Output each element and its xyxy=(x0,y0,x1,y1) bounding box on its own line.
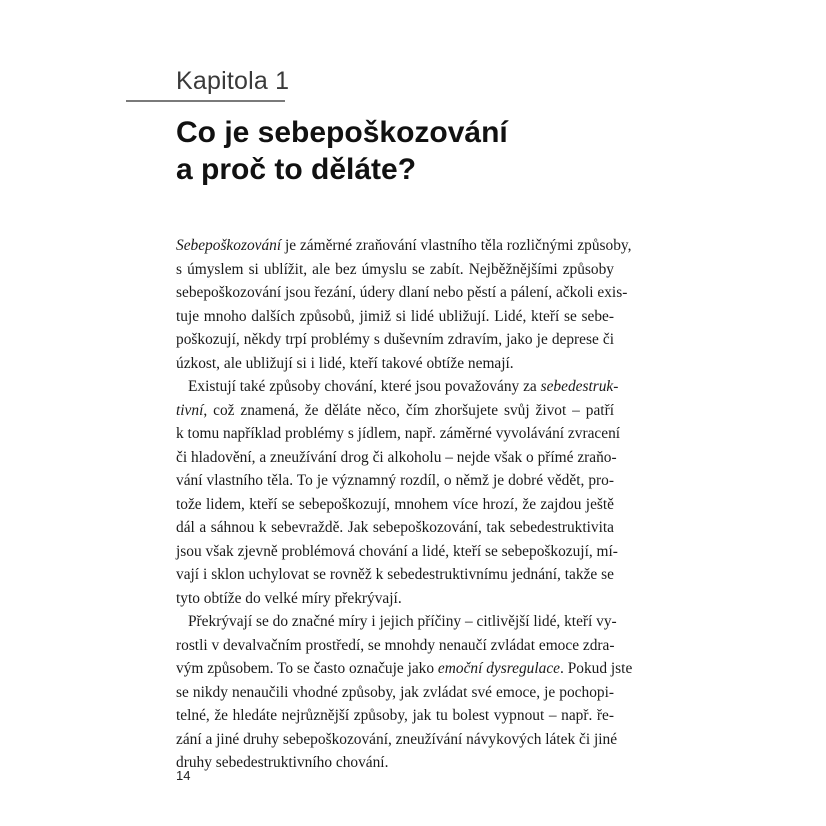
paragraph xyxy=(176,234,632,375)
text-run: dál a sáhnou k sebevraždě. Jak sebepoškozování, tak sebedestruktivita xyxy=(176,519,614,536)
text-run: či hladovění, a zneužívání drog či alkoholu – nejde však o přímé zraňo- xyxy=(176,448,617,466)
text-run: vají i sklon uchylovat se rovněž k sebedestruktivnímu jednání, takže se xyxy=(176,566,614,583)
text-line xyxy=(176,281,628,305)
text-line xyxy=(176,493,614,517)
text-run: telné, že hledáte nejrůznější způsoby, jak tu bolest vypnout – např. ře- xyxy=(176,707,614,724)
text-run: poškozují, někdy trpí problémy s duševním zdravím, jako je deprese či xyxy=(176,331,614,348)
text-run: k tomu například problémy s jídlem, např. záměrné vyvolávání zvracení xyxy=(176,425,621,442)
chapter-rule xyxy=(126,100,285,102)
text-line xyxy=(176,657,633,681)
text-line xyxy=(176,704,614,728)
chapter-title-line: Co je sebepoškozování xyxy=(176,116,508,149)
chapter-label: Kapitola 1 xyxy=(176,67,290,95)
text-line xyxy=(176,399,614,423)
text-line xyxy=(176,610,617,634)
text-run: druhy sebedestruktivního chování. xyxy=(176,754,389,771)
paragraph xyxy=(176,375,621,610)
text-run: je záměrné zraňování vlastního těla rozličnými způsoby, xyxy=(281,237,632,254)
page-number: 14 xyxy=(176,768,191,783)
text-line xyxy=(176,516,614,540)
text-run: rostli v devalvačním prostředí, se mnohdy nenaučí zvládat emoce zdra- xyxy=(176,636,615,654)
text-line xyxy=(176,305,614,329)
text-line xyxy=(176,751,614,775)
text-run: tyto obtíže do velké míry překrývají. xyxy=(176,589,402,607)
chapter-title-line: a proč to děláte? xyxy=(176,153,417,186)
text-run: jsou však zjevně problémová chování a lidé, kteří se sebepoškozují, mí- xyxy=(176,542,618,560)
text-line xyxy=(176,681,614,705)
text-line xyxy=(176,728,618,752)
text-line xyxy=(176,587,614,611)
text-run: s úmyslem si ublížit, ale bez úmyslu se zabít. Nejběžnějšími způsoby xyxy=(176,260,614,278)
text-line xyxy=(176,469,614,493)
text-run: vým způsobem. To se často označuje jako xyxy=(176,660,438,677)
text-run: Překrývají se do značné míry i jejich příčiny – citlivější lidé, kteří vy- xyxy=(188,613,617,630)
text-run: , což znamená, že děláte něco, čím zhoršujete svůj život – patří xyxy=(203,401,614,419)
text-line xyxy=(176,234,632,258)
text-run: Existují také způsoby chování, které jsou považovány za xyxy=(188,378,541,395)
text-line xyxy=(176,352,614,376)
emphasized-term: sebedestruk- xyxy=(540,378,619,395)
text-run: sebepoškozování jsou řezání, údery dlaní nebo pěstí a pálení, ačkoli exis- xyxy=(176,284,628,301)
emphasized-term: Sebepoškozování xyxy=(176,237,282,254)
emphasized-term: emoční dysregulace xyxy=(437,660,561,677)
text-run: vání vlastního těla. To je významný rozdíl, o němž je dobré vědět, pro- xyxy=(176,472,614,489)
text-run: tuje mnoho dalších způsobů, jimiž si lidé ubližují. Lidé, kteří se sebe- xyxy=(176,307,614,325)
text-line xyxy=(176,375,619,399)
text-line xyxy=(176,258,614,282)
body-text xyxy=(176,234,633,775)
paragraph xyxy=(176,610,633,775)
text-line xyxy=(176,328,614,352)
emphasized-term: tivní xyxy=(176,401,204,419)
text-line xyxy=(176,563,614,587)
text-run: zání a jiné druhy sebepoškozování, zneužívání návykových látek či jiné xyxy=(176,730,618,748)
text-run: . Pokud jste xyxy=(560,660,633,677)
text-line xyxy=(176,634,614,658)
text-line xyxy=(176,446,617,470)
text-run: tože lidem, kteří se sebepoškozují, mnohem více hrozí, že zajdou ještě xyxy=(176,495,614,513)
text-run: se nikdy nenaučili vhodné způsoby, jak zvládat své emoce, je pochopi- xyxy=(176,683,614,701)
text-run: úzkost, ale ubližují si i lidé, kteří takové obtíže nemají. xyxy=(176,354,514,372)
text-line xyxy=(176,540,618,564)
chapter-title xyxy=(176,114,508,188)
text-line xyxy=(176,422,621,446)
